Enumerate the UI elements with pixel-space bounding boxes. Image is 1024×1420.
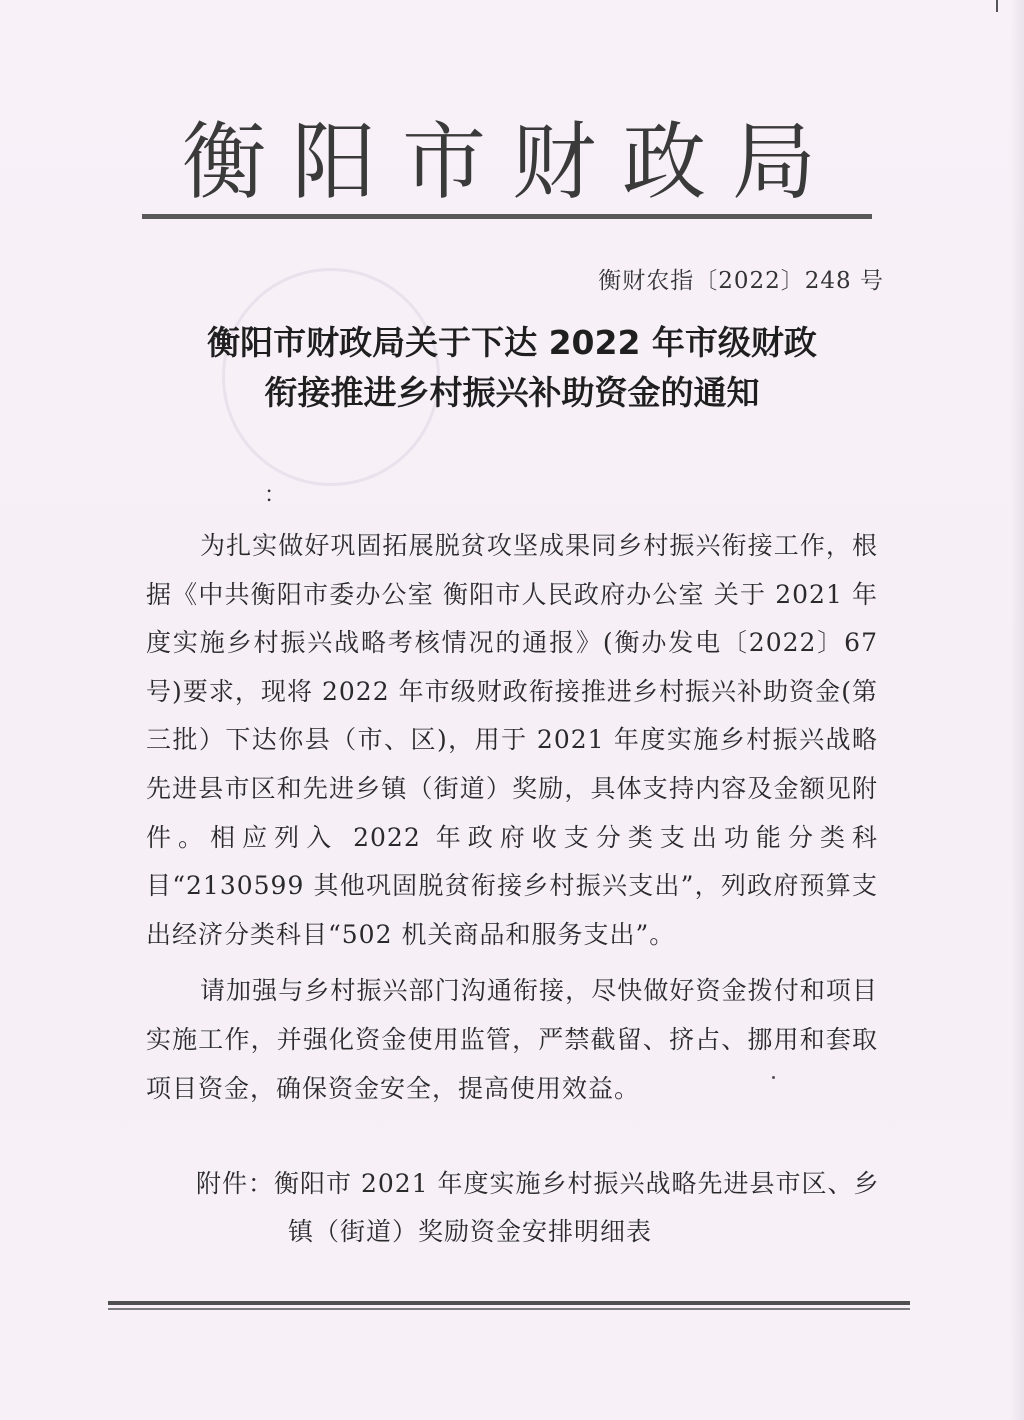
footer-rule-thin — [108, 1308, 910, 1310]
document-title — [150, 318, 874, 418]
attachment-line1: 衡阳市 2021 年度实施乡村振兴战略先进县市区、乡 — [274, 1169, 880, 1198]
footer-rule-thick — [108, 1301, 910, 1305]
stray-dot — [772, 1076, 775, 1079]
document-number: 衡财农指〔2022〕248 号 — [598, 268, 884, 294]
document-body — [146, 522, 878, 1113]
document-title-line1: 衡阳市财政局关于下达 2022 年市级财政 — [207, 323, 817, 362]
scan-edge-shadow — [1010, 0, 1024, 1420]
body-paragraph-1: 为扎实做好巩固拓展脱贫攻坚成果同乡村振兴衔接工作，根据《中共衡阳市委办公室 衡阳市人民政府办公室 关于 2021 年度实施乡村振兴战略考核情况的通报》(衡办发电〔2022〕67 号)要求，现将 2022 年市级财政衔接推进乡村振兴补助资金(第三批）下达你县（市、区)，用于 2021 年度实施乡村振兴战略先进县市区和先进乡镇（街道）奖励，具体支持内容及金额见附件。相应列入 2022 年政府收支分类支出功能分类科目“2130599 其他巩固脱贫衔接乡村振兴支出”，列政府预算支出经济分类科目“502 机关商品和服务支出”。 — [146, 531, 878, 949]
corner-mark — [996, 0, 998, 12]
attachment-label: 附件： — [196, 1169, 275, 1198]
attachment-block — [196, 1160, 886, 1256]
body-paragraph-2: 请加强与乡村振兴部门沟通衔接，尽快做好资金拨付和项目实施工作，并强化资金使用监管，严禁截留、挤占、挪用和套取项目资金，确保资金安全，提高使用效益。 — [146, 976, 878, 1103]
document-title-line2: 衔接推进乡村振兴补助资金的通知 — [264, 373, 760, 412]
letterhead-title: 衡阳市财政局 — [181, 113, 842, 211]
addressee: ： — [264, 483, 287, 508]
letterhead-rule — [142, 214, 872, 219]
attachment-line2: 镇（街道）奖励资金安排明细表 — [288, 1217, 653, 1246]
